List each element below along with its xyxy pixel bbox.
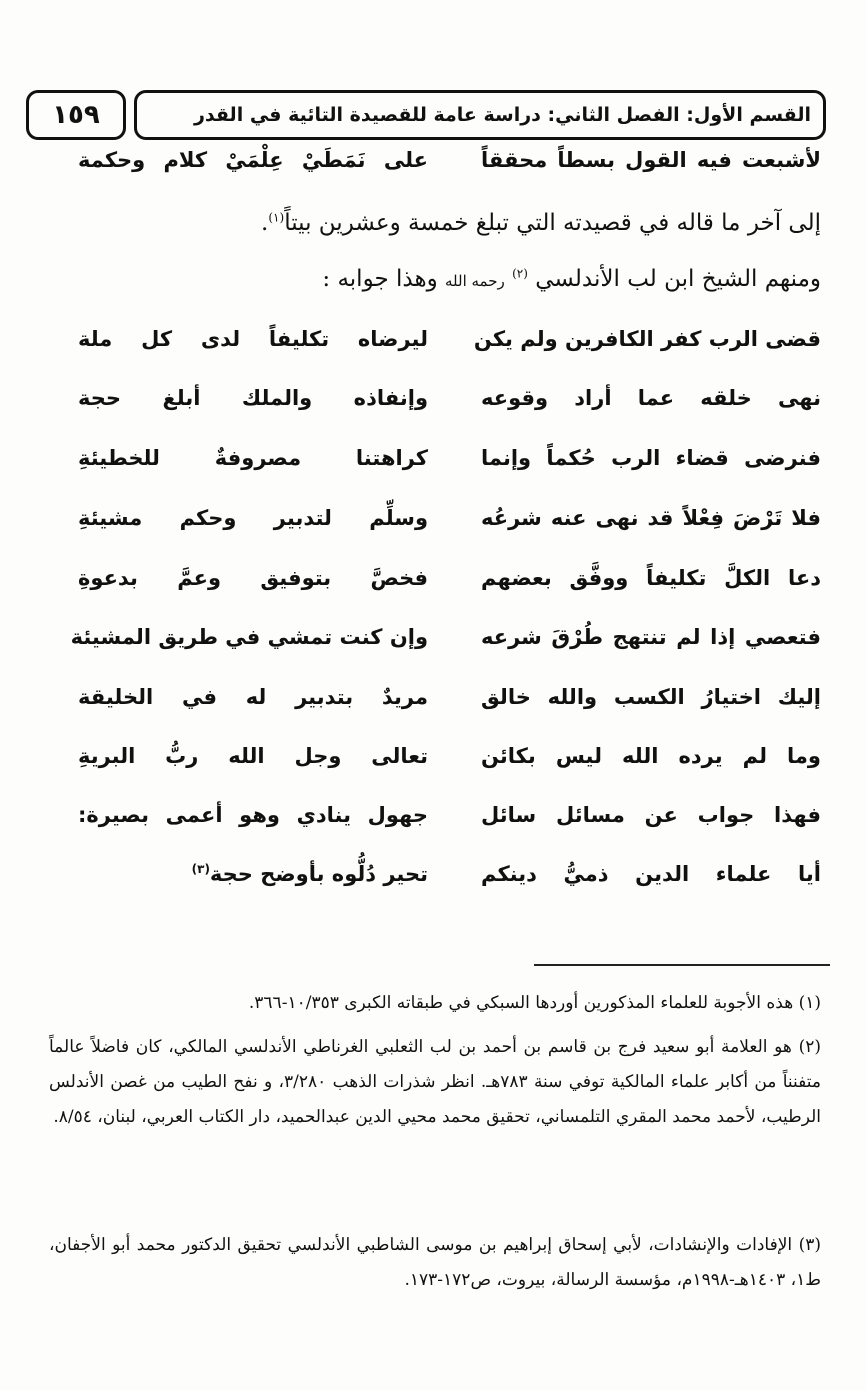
page-number: ١٥٩: [26, 90, 126, 140]
verse-5-left: فخصَّ بتوفيق وعمَّ بدعوةِ: [78, 566, 428, 590]
verse-8-right: وما لم يرده الله ليس بكائن: [481, 744, 821, 768]
verse-9-right: فهذا جواب عن مسائل سائل: [481, 803, 821, 827]
prose-text: إلى آخر ما قاله في قصيدته التي تبلغ خمسة وعشرين بيتاً: [284, 210, 821, 236]
verse-2-right: نهى خلقه عما أراد وقوعه: [481, 386, 821, 410]
verse-3-left: كراهتنا مصروفةٌ للخطيئةِ: [78, 446, 428, 470]
verse-2-left: وإنفاذه والملك أبلغ حجة: [78, 386, 428, 410]
verse-top-right: لأشبعت فيه القول بسطاً محققاً: [481, 148, 821, 172]
footnote-ref: (٢): [512, 266, 528, 281]
prose-text: وهذا جوابه :: [322, 266, 438, 292]
verse-7-right: إليك اختيارُ الكسب والله خالق: [481, 685, 821, 709]
verse-4-right: فلا تَرْضَ فِعْلاً قد نهى عنه شرعُه: [481, 506, 821, 530]
footnote-3: (٣) الإفادات والإنشادات، لأبي إسحاق إبراهيم بن موسى الشاطبي الأندلسي تحقيق الدكتور محمد أبو الأجفان، ط١، ١٤٠٣هـ-١٩٩٨م، مؤسسة الرسالة، بيروت، ص١٧٢-١٧٣.: [49, 1235, 821, 1290]
footnote-2: (٢) هو العلامة أبو سعيد فرج بن قاسم بن أحمد بن لب الثعلبي الغرناطي الأندلسي المالكي، كان فاضلاً عالماً متفنناً من أكابر علماء المالكية توفي سنة ٧٨٣هـ. انظر شذرات الذهب ٣/٢٨٠، و نفح الطيب من غصن الأندلس الرطيب، لأحمد محمد المقري التلمساني، تحقيق محمد محيي الدين عبدالحميد، دار الكتاب العربي، لبنان، ٨/٥٤.: [49, 1037, 821, 1127]
verse-6-right: فتعصي إذا لم تنتهج طُرْقَ شرعه: [481, 625, 821, 649]
verse-5-right: دعا الكلَّ تكليفاً ووفَّق بعضهم: [481, 566, 821, 590]
verse-8-left: تعالى وجل الله ربُّ البريةِ: [78, 744, 428, 768]
verse-text: تحير دُلُّوه بأوضح حجة: [209, 862, 428, 886]
punctuation: .: [261, 210, 269, 236]
verse-top-left: على نَمَطَيْ عِلْمَيْ كلام وحكمة: [78, 148, 428, 172]
running-title: القسم الأول: الفصل الثاني: دراسة عامة للقصيدة التائية في القدر: [134, 90, 826, 140]
verse-10-left: [78, 862, 428, 886]
verse-1-left: ليرضاه تكليفاً لدى كل ملة: [78, 327, 428, 351]
verse-1-right: قضى الرب كفر الكافرين ولم يكن: [473, 327, 821, 351]
prose-line-2: [322, 266, 821, 292]
verse-4-left: وسلِّم لتدبير وحكم مشيئةِ: [78, 506, 428, 530]
verse-10-right: أيا علماء الدين ذميُّ دينكم: [481, 862, 821, 886]
verse-9-left: جهول ينادي وهو أعمى بصيرة:: [78, 803, 428, 827]
verse-6-left: وإن كنت تمشي في طريق المشيئة: [70, 625, 428, 649]
footnote-separator: [534, 964, 830, 966]
verse-3-right: فنرضى قضاء الرب حُكماً وإنما: [481, 446, 821, 470]
footnote-1: (١) هذه الأجوبة للعلماء المذكورين أوردها السبكي في طبقاته الكبرى ١٠/٣٥٣-٣٦٦.: [248, 993, 821, 1013]
footnote-ref: (٣): [191, 862, 210, 876]
footnote-ref: (١): [268, 210, 285, 225]
honorific: رحمه الله: [445, 272, 505, 290]
prose-text: ومنهم الشيخ ابن لب الأندلسي: [535, 266, 821, 292]
verse-7-left: مريدٌ بتدبير له في الخليقة: [78, 685, 428, 709]
prose-line-1: [261, 210, 821, 236]
